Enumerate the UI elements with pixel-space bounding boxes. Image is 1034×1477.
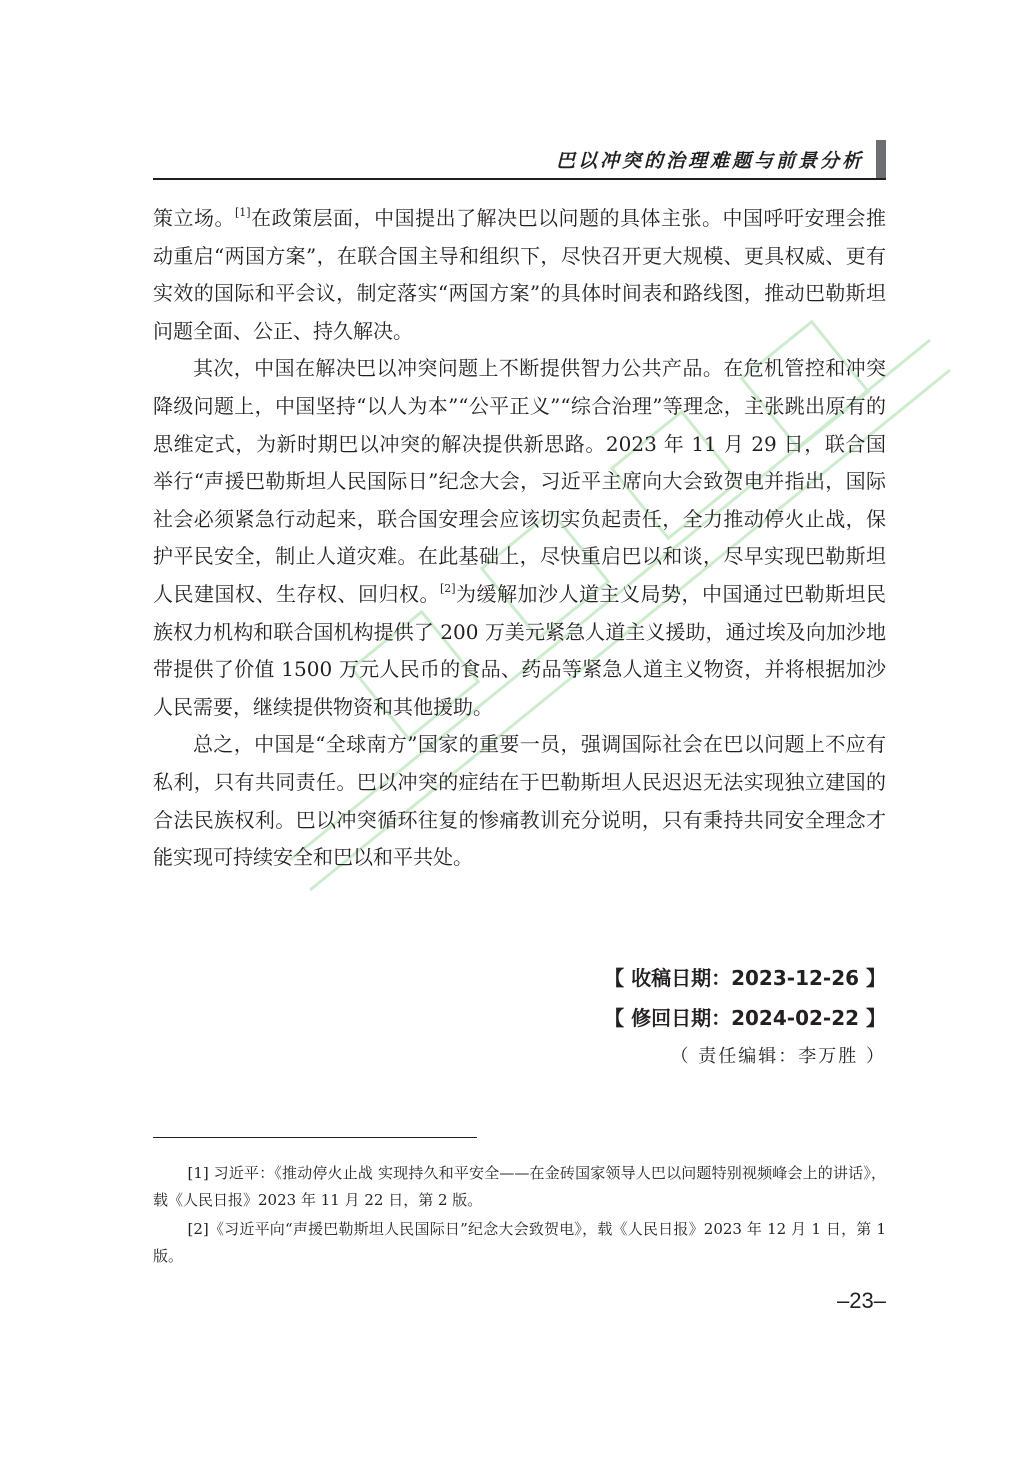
footnote-ref-1: [1]: [235, 206, 251, 219]
paragraph-3: 总之，中国是“全球南方”国家的重要一员，强调国际社会在巴以问题上不应有私利，只有共同责任。巴以冲突的症结在于巴勒斯坦人民迟迟无法实现独立建国的合法民族权利。巴以冲突循环往复的惨痛教训充分说明，只有秉持共同安全理念才能实现可持续安全和巴以和平共处。: [153, 732, 886, 870]
footnote-ref-2: [2]: [439, 581, 456, 595]
footnote-1: [1] 习近平：《推动停火止战 实现持久和平安全——在金砖国家领导人巴以问题特别视频峰会上的讲话》，载《人民日报》2023 年 11 月 22 日，第 2 版。: [153, 1164, 886, 1209]
page-number: –23–: [837, 1288, 886, 1313]
header-gray-bar: [876, 140, 886, 178]
received-date: 【 收稿日期：2023-12-26 】: [604, 966, 886, 990]
responsible-editor: （ 责任编辑：李万胜 ）: [670, 1046, 886, 1067]
paragraph-1: [153, 200, 886, 350]
footnote-rule: [153, 1137, 477, 1138]
running-header: [153, 138, 886, 180]
paragraph-2: [153, 350, 886, 726]
paragraph-1-start: 策立场。: [153, 206, 235, 230]
running-header-title: 巴以冲突的治理难题与前景分析: [555, 150, 864, 172]
footnotes: [153, 1160, 886, 1270]
paragraph-2-start: 其次，中国在解决巴以冲突问题上不断提供智力公共产品。在危机管控和冲突降级问题上，中国坚持“以人为本”“公平正义”“综合治理”等理念，主张跳出原有的思维定式，为新时期巴以冲突的解决提供新思路。2023 年 11 月 29 日，联合国举行“声援巴勒斯坦人民国际日”纪念大会，习近平主席向大会致贺电并指出，国际社会必须紧急行动起来，联合国安理会应该切实负起责任，全力推动停火止战，保护平民安全，制止人道灾难。在此基础上，尽快重启巴以和谈，尽早实现巴勒斯坦人民建国权、生存权、回归权。: [153, 356, 886, 606]
revised-date: 【 修回日期：2024-02-22 】: [604, 1006, 886, 1030]
paragraph-2-rest: 为缓解加沙人道主义局势，中国通过巴勒斯坦民族权力机构和联合国机构提供了 200 万美元紧急人道主义援助，通过埃及向加沙地带提供了价值 1500 万元人民币的食品、药品等紧急人道主义物资，并将根据加沙人民需要，继续提供物资和其他援助。: [153, 581, 887, 719]
paragraph-1-rest: 在政策层面，中国提出了解决巴以问题的具体主张。中国呼吁安理会推动重启“两国方案”，在联合国主导和组织下，尽快召开更大规模、更具权威、更有实效的国际和平会议，制定落实“两国方案”的具体时间表和路线图，推动巴勒斯坦问题全面、公正、持久解决。: [153, 206, 887, 343]
article-dates: [604, 958, 886, 1076]
footnote-2: [2]《习近平向“声援巴勒斯坦人民国际日”纪念大会致贺电》，载《人民日报》2023 年 12 月 1 日，第 1 版。: [153, 1220, 886, 1265]
header-rule: [153, 178, 886, 180]
article-body: [153, 200, 886, 877]
